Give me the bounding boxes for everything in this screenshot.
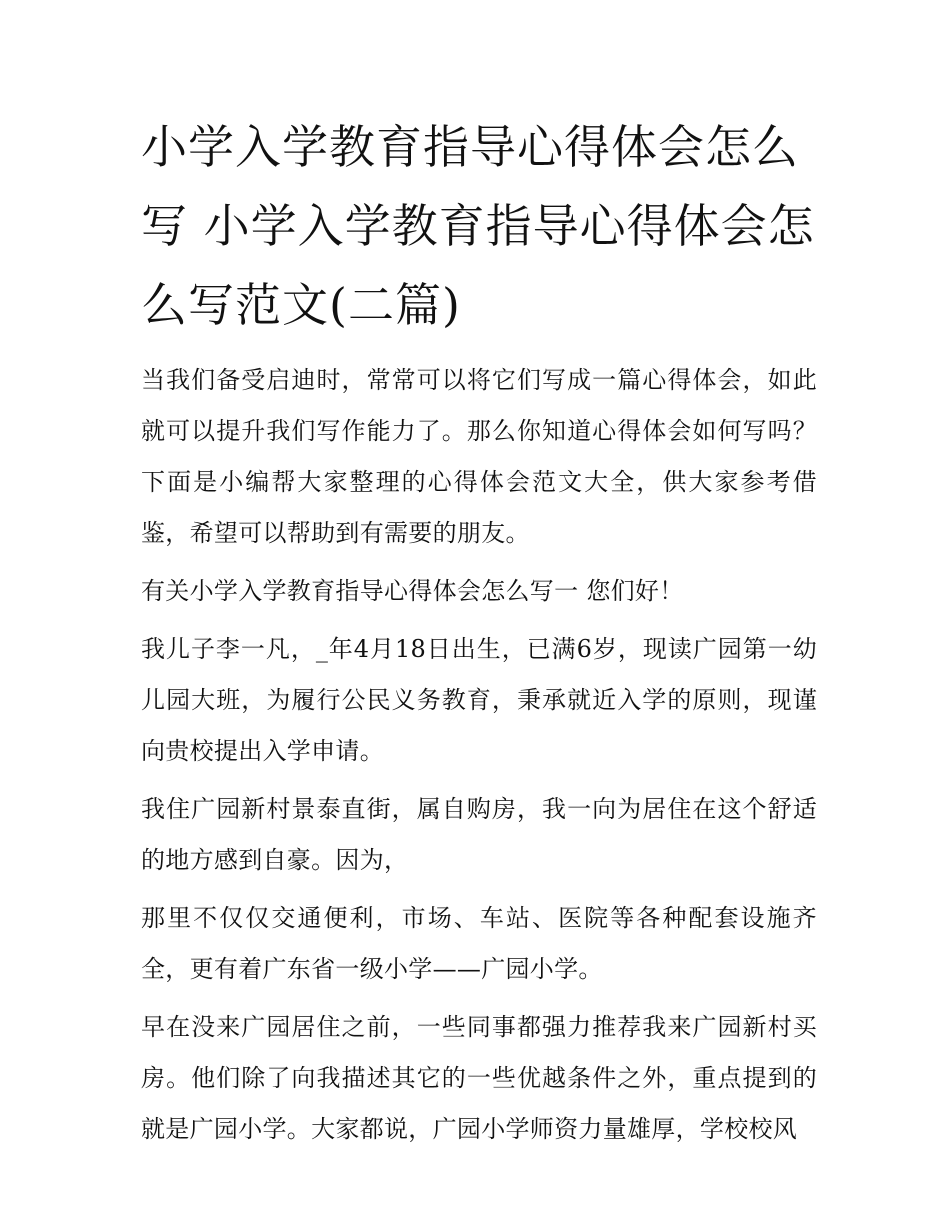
paragraph-amenities: 那里不仅仅交通便利，市场、车站、医院等各种配套设施齐全，更有着广东省一级小学——广园小学。 [141,904,817,983]
document-title: 小学入学教育指导心得体会怎么写 小学入学教育指导心得体会怎么写范文(二篇) [141,120,815,332]
paragraph-section-heading: 有关小学入学教育指导心得体会怎么写一 您们好！ [141,577,684,605]
document-body [141,108,817,1162]
paragraph-intro: 当我们备受启迪时，常常可以将它们写成一篇心得体会，如此就可以提升我们写作能力了。那么你知道心得体会如何写吗？下面是小编帮大家整理的心得体会范文大全，供大家参考借鉴，希望可以帮助到有需要的朋友。 [141,366,817,547]
paragraph-recommendation: 早在没来广园居住之前，一些同事都强力推荐我来广园新村买房。他们除了向我描述其它的一些优越条件之外，重点提到的就是广园小学。大家都说，广园小学师资力量雄厚，学校校风 [141,1013,817,1143]
paragraph-applicant: 我儿子李一凡，_年4月18日出生，已满6岁，现读广园第一幼儿园大班，为履行公民义务教育，秉承就近入学的原则，现谨向贵校提出入学申请。 [141,635,817,765]
paragraph-residence: 我住广园新村景泰直街，属自购房，我一向为居住在这个舒适的地方感到自豪。因为， [141,795,817,874]
